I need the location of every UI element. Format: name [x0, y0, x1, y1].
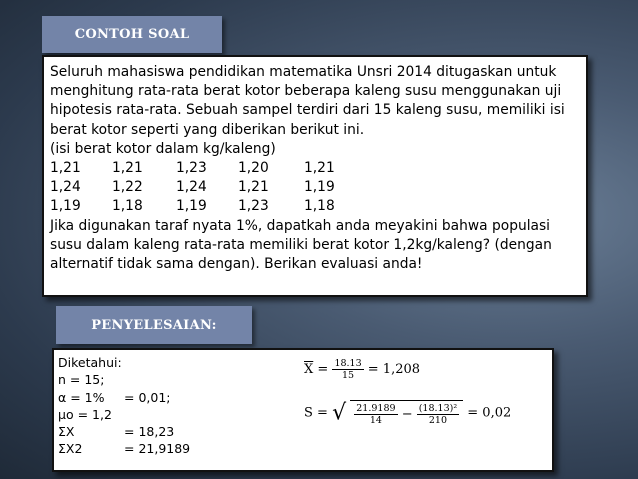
penyelesaian-label: PENYELESAIAN:	[91, 317, 217, 333]
data-cell: 1,22	[112, 179, 143, 196]
given-label: μo = 1,2	[58, 406, 112, 422]
sqrt-icon: √	[332, 400, 347, 426]
given-label: ΣX	[58, 424, 75, 440]
sd-den-1: 14	[369, 415, 382, 426]
sd-fraction-2	[417, 403, 459, 426]
problem-line: berat kotor seperti yang diberikan berikut ini.	[50, 121, 365, 138]
contoh-soal-tab	[42, 16, 222, 53]
sd-result: = 0,02	[467, 405, 512, 421]
data-cell: 1,21	[50, 160, 81, 177]
penyelesaian-tab	[56, 306, 252, 344]
contoh-soal-label: CONTOH SOAL	[74, 27, 190, 42]
sd-formula	[304, 400, 544, 458]
data-cell: 1,21	[112, 160, 143, 177]
given-value: = 0,01;	[124, 389, 171, 405]
problem-line: hipotesis rata-rata. Sebuah sampel terdiri dari 15 kaleng susu, memiliki isi	[50, 102, 565, 119]
data-row	[50, 197, 586, 216]
problem-box	[42, 55, 588, 297]
problem-line: Seluruh mahasiswa pendidikan matematika Unsri 2014 ditugaskan untuk	[50, 64, 557, 80]
problem-line: alternatif tidak sama dengan). Berikan evaluasi anda!	[50, 256, 423, 273]
mean-result: = 1,208	[367, 362, 421, 377]
data-cell: 1,19	[50, 198, 81, 215]
problem-line: Jika digunakan taraf nyata 1%, dapatkah anda meyakini bahwa populasi	[50, 217, 551, 234]
data-row	[50, 159, 586, 178]
sqrt-body: $\frac{21.9189}{14}$ − $\frac{\text{(18.13)²}}{210}$	[350, 400, 463, 426]
given-value: = 21,9189	[124, 441, 191, 457]
given-value: = 18,23	[124, 424, 175, 440]
problem-line: (isi berat kotor dalam kg/kaleng)	[50, 140, 276, 157]
solution-box	[52, 348, 554, 472]
data-cell: 1,18	[304, 198, 335, 215]
sd-fraction-1	[354, 403, 397, 426]
sd-num-2: (18.13)²	[418, 403, 458, 414]
data-cell: 1,23	[176, 160, 207, 177]
data-cell: 1,21	[238, 179, 269, 196]
mean-fraction	[332, 358, 363, 381]
given-label: n = 15;	[58, 372, 105, 388]
data-cell: 1,19	[176, 198, 207, 215]
data-cell: 1,18	[112, 198, 143, 215]
given-label: α = 1%	[58, 389, 105, 405]
data-cell: 1,19	[304, 179, 335, 196]
given-title: Diketahui:	[58, 355, 122, 370]
data-cell: 1,21	[304, 160, 335, 177]
sd-num-1: 21.9189	[356, 403, 396, 414]
mean-symbol: $\overline{X}$	[304, 362, 314, 377]
data-cell: 1,24	[50, 179, 81, 196]
data-cell: 1,24	[176, 179, 207, 196]
problem-line: menghitung rata-rata berat kotor beberapa kaleng susu menggunakan uji	[50, 83, 562, 100]
given-label: ΣX2	[58, 441, 83, 457]
data-cell: 1,23	[238, 198, 269, 215]
sd-symbol: S =	[304, 405, 328, 421]
problem-line: susu dalam kaleng rata-rata memiliki berat kotor 1,2kg/kaleng? (dengan	[50, 236, 552, 253]
mean-denominator: 15	[341, 370, 355, 381]
sd-den-2: 210	[428, 415, 447, 426]
mean-formula: $\overline{X}$ = $\frac{18.13}{15}$ = 1,208	[304, 358, 421, 381]
mean-numerator: 18.13	[334, 358, 362, 369]
data-cell: 1,20	[238, 160, 269, 177]
data-row	[50, 178, 586, 197]
